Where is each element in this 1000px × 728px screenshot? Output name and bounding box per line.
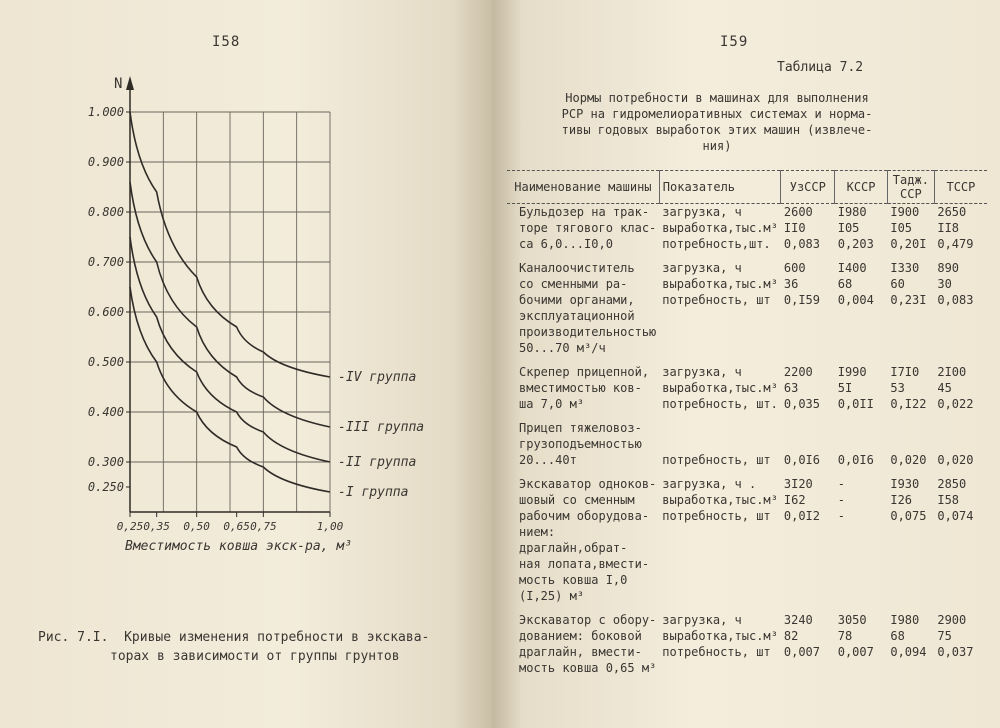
machine-name-line: вместимостью ков- xyxy=(519,381,642,395)
indicator-cell: потребность, шт xyxy=(662,453,771,467)
indicator-cell xyxy=(659,324,781,340)
value-cell: 0,0II xyxy=(837,397,874,411)
value-cell xyxy=(887,340,934,356)
value-cell: I900 xyxy=(890,205,920,219)
value-cell xyxy=(781,436,835,452)
y-tick-label: 0.400 xyxy=(87,405,124,419)
x-tick-label: 0,25 xyxy=(116,520,144,533)
value-cell xyxy=(887,412,934,436)
series-label: -III группа xyxy=(338,420,425,435)
table-row xyxy=(507,292,987,308)
value-cell: 36 xyxy=(783,277,799,291)
machine-name-line: бочими органами, xyxy=(519,293,635,307)
indicator-cell: потребность,шт. xyxy=(662,237,771,251)
value-cell xyxy=(835,412,888,436)
machine-name-line: мость ковша 0,65 м³ xyxy=(519,661,657,675)
y-axis-label: N xyxy=(114,76,123,92)
machine-name-line: Скрепер прицепной, xyxy=(519,365,650,379)
value-cell xyxy=(781,660,835,676)
value-cell: 2850 xyxy=(937,477,967,491)
value-cell xyxy=(887,324,934,340)
value-cell xyxy=(835,572,888,588)
indicator-cell xyxy=(659,524,781,556)
value-cell: 0,0I6 xyxy=(783,453,820,467)
indicator-cell: выработка,тыс.м³ xyxy=(662,629,778,643)
x-tick-label: 0,65 xyxy=(223,520,250,533)
chart-labels xyxy=(114,76,424,554)
value-cell: I26 xyxy=(890,493,913,507)
y-tick-label: 0.250 xyxy=(87,480,124,494)
value-cell: 68 xyxy=(890,629,905,643)
table-row xyxy=(507,660,987,676)
table-row xyxy=(507,396,987,412)
table-row xyxy=(507,236,987,252)
value-cell xyxy=(887,436,934,452)
value-cell: - xyxy=(837,493,845,507)
value-cell: 68 xyxy=(837,277,853,291)
table-title-line: тивы годовых выработок этих машин (извлече- xyxy=(561,123,873,137)
value-cell: 2200 xyxy=(783,365,813,379)
value-cell: 2900 xyxy=(937,613,967,627)
value-cell: 0,20I xyxy=(890,237,927,251)
machine-name-line: грузоподъемностью xyxy=(519,437,642,451)
value-cell xyxy=(781,524,835,556)
value-cell: 2600 xyxy=(783,205,813,219)
machine-name-line: ная лопата,вмести- xyxy=(519,557,650,571)
value-cell xyxy=(835,588,888,604)
value-cell: 63 xyxy=(783,381,799,395)
value-cell: 0,083 xyxy=(937,293,974,307)
value-cell: 0,020 xyxy=(890,453,927,467)
y-tick-label: 0.300 xyxy=(87,455,124,469)
table-title-line: РСР на гидромелиоративных системах и норма- xyxy=(561,107,873,121)
value-cell xyxy=(934,524,987,556)
value-cell: 0,004 xyxy=(837,293,874,307)
machine-name-line: дованием: боковой xyxy=(519,629,642,643)
value-cell: 0,094 xyxy=(890,645,927,659)
value-cell: 3050 xyxy=(837,613,867,627)
table-row xyxy=(507,324,987,340)
x-tick-label: 0,35 xyxy=(143,520,170,533)
machine-name-line: эксплуатационной xyxy=(519,309,635,323)
value-cell: 60 xyxy=(890,277,905,291)
machine-name-line: Бульдозер на трак- xyxy=(519,205,650,219)
y-axis-arrow xyxy=(126,76,134,90)
value-cell xyxy=(835,340,888,356)
indicator-cell xyxy=(659,660,781,676)
y-tick-label: 0.500 xyxy=(87,355,124,369)
value-cell: 3I20 xyxy=(783,477,813,491)
machine-name-line: нием: драглайн,обрат- xyxy=(519,525,628,555)
value-cell xyxy=(835,308,888,324)
indicator-cell xyxy=(659,436,781,452)
indicator-cell: загрузка, ч xyxy=(662,261,742,275)
value-cell: I58 xyxy=(937,493,960,507)
value-cell: I980 xyxy=(837,205,867,219)
table-row xyxy=(507,436,987,452)
value-cell: 5I xyxy=(837,381,853,395)
figure-caption-line1: Кривые изменения потребности в экскава- xyxy=(124,630,430,645)
value-cell xyxy=(887,660,934,676)
value-cell: 0,035 xyxy=(783,397,820,411)
table-row xyxy=(507,380,987,396)
value-cell xyxy=(934,588,987,604)
value-cell xyxy=(934,412,987,436)
value-cell: I400 xyxy=(837,261,867,275)
table-title-line: ния) xyxy=(702,139,732,153)
value-cell: 0,203 xyxy=(837,237,874,251)
value-cell: I980 xyxy=(890,613,920,627)
table-row xyxy=(507,628,987,644)
table-row xyxy=(507,644,987,660)
value-cell: 0,020 xyxy=(937,453,974,467)
table-row xyxy=(507,308,987,324)
value-cell xyxy=(835,524,888,556)
machine-name-line: шовый со сменным xyxy=(519,493,635,507)
table-row xyxy=(507,492,987,508)
y-tick-label: 0.800 xyxy=(87,205,124,219)
value-cell xyxy=(887,588,934,604)
value-cell: 3240 xyxy=(783,613,813,627)
value-cell: 0,022 xyxy=(937,397,974,411)
value-cell xyxy=(781,324,835,340)
machine-norms-table xyxy=(507,170,987,676)
indicator-cell xyxy=(659,308,781,324)
indicator-cell xyxy=(659,556,781,572)
table-body xyxy=(507,204,987,677)
header-indicator: Показатель xyxy=(659,171,781,204)
x-axis-label: Вместимость ковша экск-ра, м³ xyxy=(125,539,352,554)
indicator-cell xyxy=(659,340,781,356)
table-row xyxy=(507,524,987,556)
indicator-cell: загрузка, ч . xyxy=(662,477,757,491)
value-cell: 0,0I2 xyxy=(783,509,820,523)
machine-name-line: со сменными ра- xyxy=(519,277,628,291)
value-cell xyxy=(835,436,888,452)
machine-name-line: Каналоочиститель xyxy=(519,261,635,275)
table-row xyxy=(507,204,987,221)
indicator-cell: загрузка, ч xyxy=(662,205,742,219)
value-cell: 0,I59 xyxy=(783,293,820,307)
value-cell xyxy=(934,340,987,356)
table-title-line: Нормы потребности в машинах для выполнения xyxy=(565,91,869,105)
value-cell xyxy=(781,412,835,436)
machine-name-line: Прицеп тяжеловоз- xyxy=(519,421,642,435)
value-cell: 0,074 xyxy=(937,509,974,523)
indicator-cell xyxy=(659,588,781,604)
value-cell: I7I0 xyxy=(890,365,920,379)
table-row xyxy=(507,220,987,236)
demand-curves-chart xyxy=(0,0,492,620)
machine-name-line: Экскаватор с обору- xyxy=(519,613,657,627)
value-cell: - xyxy=(837,477,845,491)
value-cell xyxy=(934,308,987,324)
indicator-cell xyxy=(659,412,781,436)
y-tick-label: 0.900 xyxy=(87,155,124,169)
table-title xyxy=(537,90,897,154)
header-machine-name: Наименование машины xyxy=(507,171,659,204)
machine-name-line: мость ковша I,0 xyxy=(519,573,628,587)
indicator-cell xyxy=(659,572,781,588)
indicator-cell: выработка,тыс.м³ xyxy=(662,493,778,507)
value-cell xyxy=(781,556,835,572)
indicator-cell: загрузка, ч xyxy=(662,365,742,379)
table-row xyxy=(507,356,987,380)
value-cell xyxy=(934,324,987,340)
value-cell xyxy=(887,572,934,588)
value-cell: 0,007 xyxy=(837,645,874,659)
table-row xyxy=(507,452,987,468)
series-label: -IV группа xyxy=(338,370,417,385)
machine-name-line: производительностью xyxy=(519,325,657,339)
value-cell: I05 xyxy=(837,221,860,235)
value-cell xyxy=(781,340,835,356)
series-label: -I группа xyxy=(338,485,409,500)
x-tick-label: 0,50 xyxy=(183,520,210,533)
table-row xyxy=(507,588,987,604)
value-cell: 2650 xyxy=(937,205,967,219)
value-cell xyxy=(934,660,987,676)
indicator-cell: потребность, шт xyxy=(662,509,771,523)
x-tick-label: 0,75 xyxy=(250,520,277,533)
machine-name-line: Экскаватор одноков- xyxy=(519,477,657,491)
value-cell: 600 xyxy=(783,261,806,275)
value-cell: 53 xyxy=(890,381,905,395)
figure-caption-line2: торах в зависимости от группы грунтов xyxy=(110,649,400,664)
value-cell xyxy=(781,308,835,324)
table-row xyxy=(507,276,987,292)
indicator-cell: выработка,тыс.м³ xyxy=(662,381,778,395)
value-cell: 0,I22 xyxy=(890,397,927,411)
y-tick-label: 1.000 xyxy=(87,105,124,119)
value-cell: 0,037 xyxy=(937,645,974,659)
value-cell xyxy=(887,308,934,324)
figure-caption xyxy=(38,628,429,666)
indicator-cell: потребность, шт. xyxy=(662,397,778,411)
value-cell: 0,007 xyxy=(783,645,820,659)
value-cell: I05 xyxy=(890,221,913,235)
value-cell: 0,479 xyxy=(937,237,974,251)
value-cell: I330 xyxy=(890,261,920,275)
figure-label: Рис. 7.I. xyxy=(38,630,109,645)
value-cell xyxy=(835,556,888,572)
right-page xyxy=(492,0,1000,728)
indicator-cell: потребность, шт xyxy=(662,645,771,659)
indicator-cell: потребность, шт xyxy=(662,293,771,307)
value-cell xyxy=(934,556,987,572)
table-row xyxy=(507,412,987,436)
value-cell: 82 xyxy=(783,629,799,643)
value-cell: 0,0I6 xyxy=(837,453,874,467)
table-row xyxy=(507,252,987,276)
indicator-cell: загрузка, ч xyxy=(662,613,742,627)
value-cell: 45 xyxy=(937,381,952,395)
header-uzssr: УзССР xyxy=(781,171,835,204)
value-cell: 30 xyxy=(937,277,952,291)
value-cell xyxy=(887,524,934,556)
value-cell: 890 xyxy=(937,261,960,275)
value-cell: 0,23I xyxy=(890,293,927,307)
value-cell: 0,075 xyxy=(890,509,927,523)
page-number-right: I59 xyxy=(720,34,749,50)
machine-name-line: 50...70 м³/ч xyxy=(519,341,606,355)
header-kssr: КССР xyxy=(835,171,888,204)
header-tadzh-ssr: Тадж. ССР xyxy=(887,171,934,204)
table-row xyxy=(507,468,987,492)
value-cell: I990 xyxy=(837,365,867,379)
table-header-row xyxy=(507,171,987,204)
chart-axes xyxy=(126,76,330,512)
value-cell: 0,083 xyxy=(783,237,820,251)
machine-name-line: торе тягового клас- xyxy=(519,221,657,235)
x-tick-label: 1,00 xyxy=(316,520,344,533)
value-cell: 75 xyxy=(937,629,952,643)
value-cell xyxy=(835,660,888,676)
indicator-cell: выработка,тыс.м³ xyxy=(662,221,778,235)
machine-name-line: ша 7,0 м³ xyxy=(519,397,585,411)
value-cell: II0 xyxy=(783,221,806,235)
y-tick-label: 0.600 xyxy=(87,305,124,319)
left-page xyxy=(0,0,492,728)
page-number-left: I58 xyxy=(212,34,241,50)
value-cell: II8 xyxy=(937,221,960,235)
table-row xyxy=(507,508,987,524)
value-cell: I62 xyxy=(783,493,806,507)
value-cell xyxy=(835,324,888,340)
value-cell xyxy=(934,436,987,452)
table-row xyxy=(507,572,987,588)
machine-name-line: (I,25) м³ xyxy=(519,589,585,603)
header-tssr: ТССР xyxy=(934,171,987,204)
table-number: Таблица 7.2 xyxy=(777,60,864,75)
machine-name-line: 20...40т xyxy=(519,453,577,467)
value-cell xyxy=(781,572,835,588)
chart-ticks xyxy=(88,105,344,533)
value-cell xyxy=(781,588,835,604)
indicator-cell: выработка,тыс.м³ xyxy=(662,277,778,291)
y-tick-label: 0.700 xyxy=(87,255,124,269)
value-cell xyxy=(887,556,934,572)
series-label: -II группа xyxy=(338,455,417,470)
machine-name-line: са 6,0...I0,0 xyxy=(519,237,613,251)
value-cell: - xyxy=(837,509,845,523)
chart-grid xyxy=(130,112,330,512)
value-cell: 2I00 xyxy=(937,365,967,379)
value-cell: I930 xyxy=(890,477,920,491)
machine-name-line: рабочим оборудова- xyxy=(519,509,650,523)
machine-name-line: драглайн, вмести- xyxy=(519,645,642,659)
value-cell: 78 xyxy=(837,629,853,643)
table-row xyxy=(507,604,987,628)
table-row xyxy=(507,556,987,572)
value-cell xyxy=(934,572,987,588)
table-row xyxy=(507,340,987,356)
